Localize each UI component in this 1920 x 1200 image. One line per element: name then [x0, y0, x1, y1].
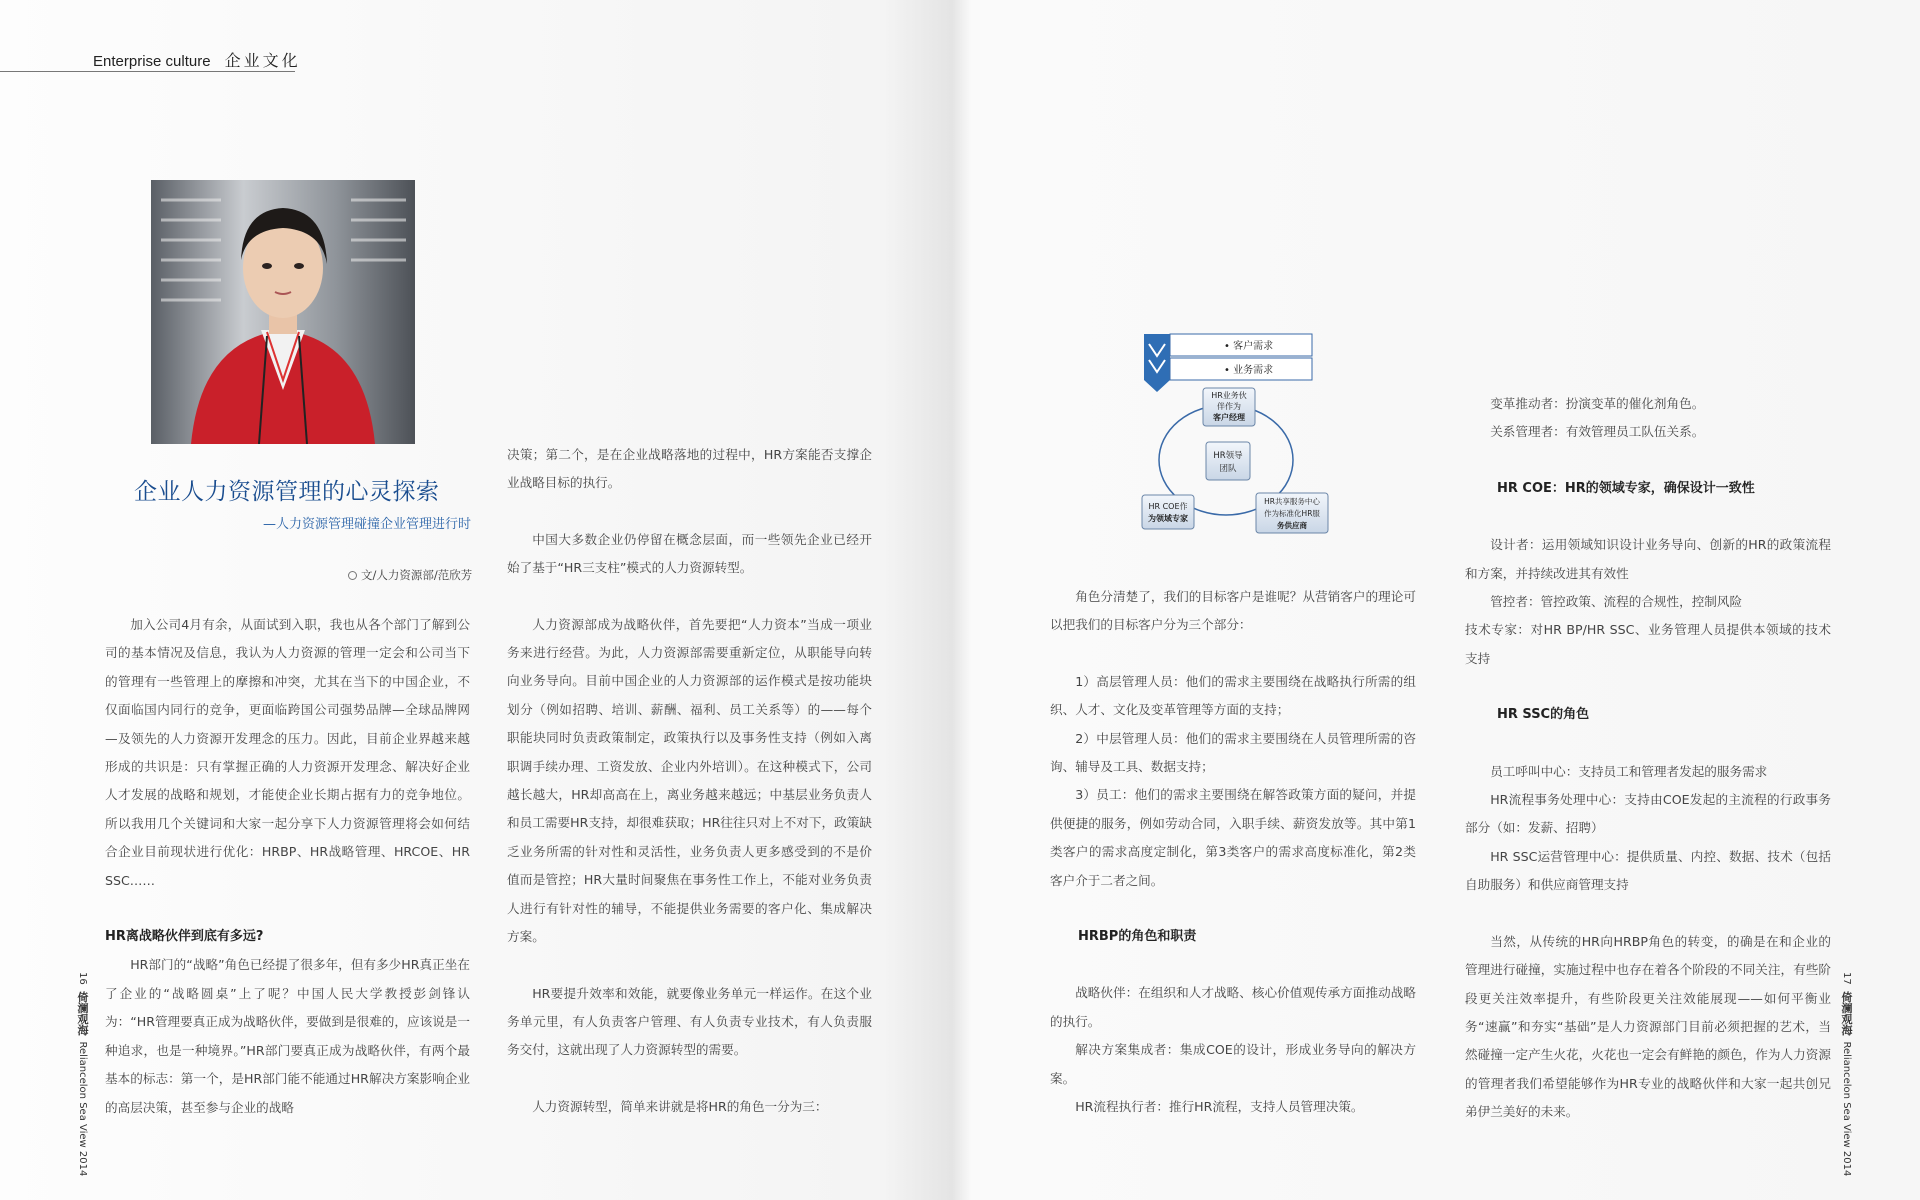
paragraph: 员工呼叫中心：支持员工和管理者发起的服务需求 [1490, 763, 1768, 779]
node-label: HR业务伙 [1211, 391, 1247, 400]
hr-leadership-node [1206, 442, 1250, 480]
author-portrait [151, 180, 415, 444]
node-label: HR共享服务中心 [1264, 497, 1320, 506]
header-rule [0, 71, 295, 72]
page-number: 16 [77, 972, 88, 985]
section-heading: HR SSC的角色 [1497, 707, 1590, 723]
magazine-name-cn: 倚澜观海 [76, 991, 89, 1036]
paragraph: 3）员工：他们的需求主要围绕在解答政策方面的疑问，并提供便捷的服务，例如劳动合同，入职手续、薪资发放等。其中第1类客户的需求高度定制化，第3类客户的需求高度标准化，第2类客户介于二者之间。 [1050, 787, 1416, 888]
svg-text:• 业务需求: • 业务需求 [1224, 365, 1274, 376]
column-2 [507, 441, 872, 1121]
paragraph: 2）中层管理人员：他们的需求主要围绕在人员管理所需的咨询、辅导及工具、数据支持； [1050, 730, 1416, 775]
paragraph: HR流程执行者：推行HR流程，支持人员管理决策。 [1075, 1099, 1364, 1115]
paragraph: 1）高层管理人员：他们的需求主要围绕在战略执行所需的组织、人才、文化及变革管理等方面的支持； [1050, 673, 1416, 718]
paragraph: 战略伙伴：在组织和人才战略、核心价值观传承方面推动战略的执行。 [1050, 985, 1416, 1029]
paragraph: HR部门的“战略”角色已经提了很多年，但有多少HR真正坐在了企业的“战略圆桌”上了呢？中国人民大学教授彭剑锋认为：“HR管理要真正成为战略伙伴，要做到是很难的，应该说是一种追求，也是一种境界。”HR部门要真正成为战略伙伴，有两个最基本的标志：第一个，是HR部门能不能通过HR解决方案影响企业的高层决策，甚至参与企业的战略 [105, 957, 470, 1115]
paragraph: 技术专家：对HR BP/HR SSC、业务管理人员提供本领域的技术支持 [1465, 622, 1831, 666]
magazine-name-en: Reliancelon Sea View 2014 [77, 1041, 88, 1177]
node-label: 为领域专家 [1148, 514, 1188, 523]
need-label: 业务需求 [1233, 365, 1274, 376]
node-label: HR COE作 [1148, 502, 1188, 511]
section-header [93, 48, 301, 71]
paragraph: HR要提升效率和效能，就要像业务单元一样运作。在这个业务单元里，有人负责客户管理、有人负责专业技术，有人负责服务交付，这就出现了人力资源转型的需要。 [507, 985, 872, 1058]
hr-three-pillars-diagram [1140, 330, 1335, 540]
paragraph: 关系管理者：有效管理员工队伍关系。 [1490, 424, 1705, 440]
paragraph: 加入公司4月有余，从面试到入职，我也从各个部门了解到公司的基本情况及信息，我认为人力资源的管理一定会和公司当下的管理有一些管理上的摩擦和冲突，尤其在当下的中国企业，不仅面临国内同行的竞争，更面临跨国公司强势品牌—全球品牌网—及领先的人力资源开发理念的压力。因此，目前企业界越来越形成的共识是：只有掌握正确的人力资源开发理念、解决好企业人才发展的战略和规划，才能使企业长期占据有力的竞争地位。所以我用几个关键词和大家一起分享下人力资源管理将会如何结合企业目前现状进行优化：HRBP、HR战略管理、HRCOE、HR SSC…… [105, 617, 470, 888]
node-label: 务供应商 [1277, 521, 1307, 530]
svg-text:• 客户需求: • 客户需求 [1224, 341, 1274, 352]
article-subtitle: —人力资源管理碰撞企业管理进行时 [263, 517, 472, 532]
section-heading: HR离战略伙伴到底有多远? [105, 929, 264, 945]
section-header-en: Enterprise culture [93, 53, 211, 70]
coe-node [1142, 495, 1194, 529]
column-1 [105, 611, 470, 1122]
paragraph: 角色分清楚了，我们的目标客户是谁呢？从营销客户的理论可以把我们的目标客户分为三个部分： [1050, 589, 1416, 633]
paragraph: 人力资源转型，简单来讲就是将HR的角色一分为三： [532, 1098, 828, 1114]
section-header-cn: 企业文化 [224, 53, 301, 70]
node-label: 伴作为 [1217, 402, 1241, 411]
page-number: 17 [1841, 972, 1852, 985]
byline-text: 文/人力资源部/范欣芳 [361, 568, 473, 582]
column-4 [1465, 390, 1831, 1127]
need-label: 客户需求 [1233, 341, 1274, 352]
paragraph: HR流程事务处理中心：支持由COE发起的主流程的行政事务部分（如：发薪、招聘） [1465, 792, 1831, 836]
magazine-name-cn: 倚澜观海 [1840, 991, 1853, 1036]
paragraph: 管控者：管控政策、流程的合规性，控制风险 [1490, 594, 1743, 610]
page-spine-left [74, 972, 90, 1176]
paragraph: 解决方案集成者：集成COE的设计，形成业务导向的解决方案。 [1050, 1042, 1416, 1086]
chevron-down-icon [1144, 334, 1170, 392]
paragraph: 设计者：运用领域知识设计业务导向、创新的HR的政策流程和方案，并持续改进其有效性 [1465, 537, 1831, 581]
article-title: 企业人力资源管理的心灵探索 [134, 479, 440, 505]
paragraph: 中国大多数企业仍停留在概念层面，而一些领先企业已经开始了基于“HR三支柱”模式的人力资源转型。 [507, 531, 872, 576]
node-label: HR领导 [1213, 451, 1243, 461]
paragraph: 决策；第二个，是在企业战略落地的过程中，HR方案能否支撑企业战略目标的执行。 [507, 447, 872, 491]
paragraph: 人力资源部成为战略伙伴，首先要把“人力资本”当成一项业务来进行经营。为此，人力资源部需要重新定位，从职能导向转向业务导向。目前中国企业的人力资源部的运作模式是按功能块划分（例如招聘、培训、薪酬、福利、员工关系等）的——每个职能块同时负责政策制定，政策执行以及事务性支持（例如入离职调手续办理、工资发放、企业内外培训）。在这种模式下，公司越长越大，HR却高高在上，离业务越来越远；中基层业务负责人和员工需要HR支持，却很难获取；HR往往只对上不对下，政策缺乏业务所需的针对性和灵活性，业务负责人更多感受到的不是价值而是管控；HR大量时间聚焦在事务性工作上，不能对业务负责人进行有针对性的辅导，不能提供业务需要的客户化、集成解决方案。 [507, 616, 872, 945]
paragraph: 变革推动者：扮演变革的催化剂角色。 [1490, 396, 1705, 411]
node-label: 作为标准化HR服 [1264, 509, 1320, 518]
bullet-circle-icon [348, 571, 357, 580]
section-heading: HRBP的角色和职责 [1078, 929, 1197, 945]
paragraph: HR SSC运营管理中心：提供质量、内控、数据、技术（包括自助服务）和供应商管理支持 [1465, 848, 1831, 893]
byline [348, 567, 472, 583]
page-spine-right [1838, 972, 1854, 1176]
paragraph: 当然，从传统的HR向HRBP角色的转变，的确是在和企业的管理进行碰撞，实施过程中也存在着各个阶段的不同关注，有些阶段更关注效率提升，有些阶段更关注效能展现——如何平衡业务“速赢”和夯实“基础”是人力资源部门目前必须把握的艺术，当然碰撞一定产生火花，火花也一定会有鲜艳的颜色，作为人力资源的管理者我们希望能够作为HR专业的战略伙伴和大家一起共创兄弟伊兰美好的未来。 [1465, 933, 1831, 1120]
node-label: 团队 [1219, 464, 1237, 474]
column-3 [1050, 583, 1416, 1122]
node-label: 客户经理 [1213, 413, 1245, 422]
magazine-name-en: Reliancelon Sea View 2014 [1841, 1041, 1852, 1177]
section-heading: HR COE：HR的领域专家，确保设计一致性 [1497, 480, 1755, 496]
